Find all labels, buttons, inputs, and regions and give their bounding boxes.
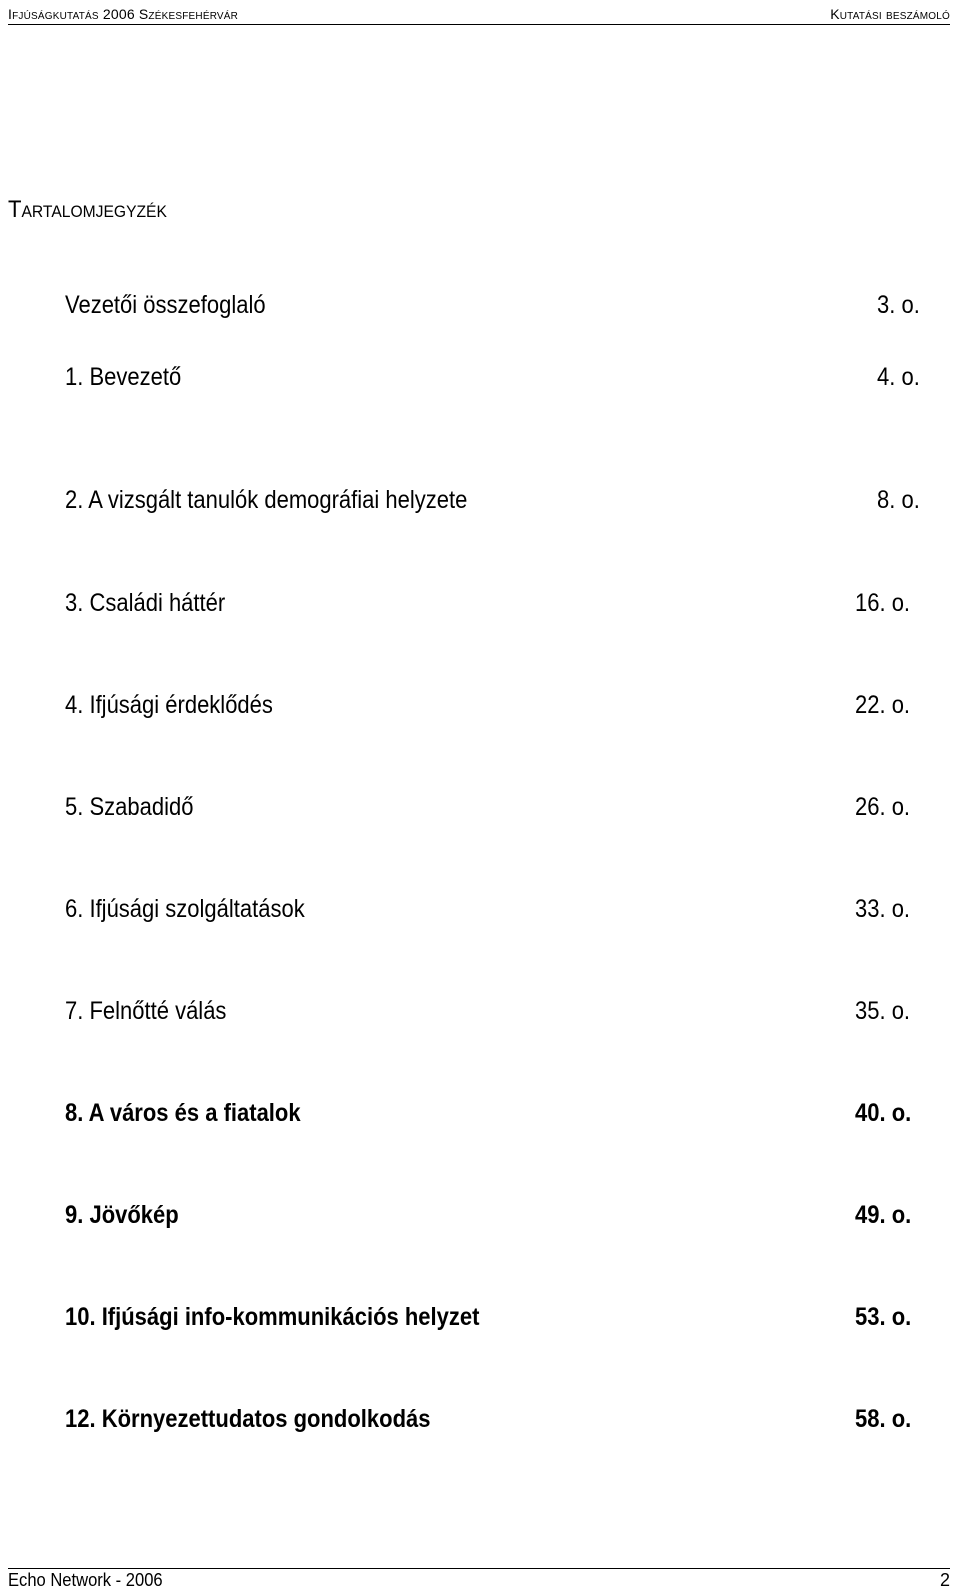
toc-entry-page: 26. o.	[855, 793, 911, 821]
toc-entry-label: 10. Ifjúsági info-kommunikációs helyzet	[65, 1303, 480, 1331]
toc-entry-label: 4. Ifjúsági érdeklődés	[65, 691, 273, 719]
toc-entry-page: 16. o.	[855, 589, 911, 617]
toc-entry	[0, 486, 960, 520]
toc-entry-page: 35. o.	[855, 997, 911, 1025]
toc-entry-label: 7. Felnőtté válás	[65, 997, 227, 1025]
footer-left-text: Echo Network - 2006	[8, 1570, 163, 1590]
toc-entry	[0, 589, 960, 623]
toc-entry-page: 49. o.	[855, 1201, 912, 1229]
toc-entry	[0, 1201, 960, 1235]
toc-entry-page: 40. o.	[855, 1099, 912, 1127]
toc-title: Tartalomjegyzék	[8, 196, 167, 223]
toc-entry	[0, 291, 960, 325]
toc-entry	[0, 363, 960, 397]
toc-entry-page: 58. o.	[855, 1405, 912, 1433]
toc-entry-label: 9. Jövőkép	[65, 1201, 179, 1229]
toc-entry-page: 53. o.	[855, 1303, 912, 1331]
toc-entry-label: 6. Ifjúsági szolgáltatások	[65, 895, 305, 923]
header-right-title: Kutatási beszámoló	[830, 6, 950, 22]
toc-entry	[0, 997, 960, 1031]
toc-entry-page: 22. o.	[855, 691, 911, 719]
toc-entry	[0, 793, 960, 827]
footer-page-number: 2	[939, 1570, 950, 1590]
toc-entry-page: 3. o.	[877, 291, 920, 319]
header-left-title: Ifjúságkutatás 2006 Székesfehérvár	[8, 6, 239, 22]
toc-entry-label: Vezetői összefoglaló	[65, 291, 266, 319]
toc-entry-page: 4. o.	[877, 363, 920, 391]
toc-entry-label: 1. Bevezető	[65, 363, 182, 391]
toc-entry-label: 12. Környezettudatos gondolkodás	[65, 1405, 431, 1433]
toc-entry-label: 5. Szabadidő	[65, 793, 194, 821]
toc-entry	[0, 691, 960, 725]
toc-entry	[0, 1405, 960, 1439]
toc-entry-page: 8. o.	[877, 486, 920, 514]
toc-entry	[0, 1099, 960, 1133]
page-footer	[8, 1568, 950, 1590]
toc-entry	[0, 895, 960, 929]
toc-entry-label: 8. A város és a fiatalok	[65, 1099, 301, 1127]
toc-entry-label: 2. A vizsgált tanulók demográfiai helyzete	[65, 486, 468, 514]
toc-entry	[0, 1303, 960, 1337]
toc-entry-label: 3. Családi háttér	[65, 589, 226, 617]
toc-entry-page: 33. o.	[855, 895, 911, 923]
page-header	[8, 2, 950, 25]
